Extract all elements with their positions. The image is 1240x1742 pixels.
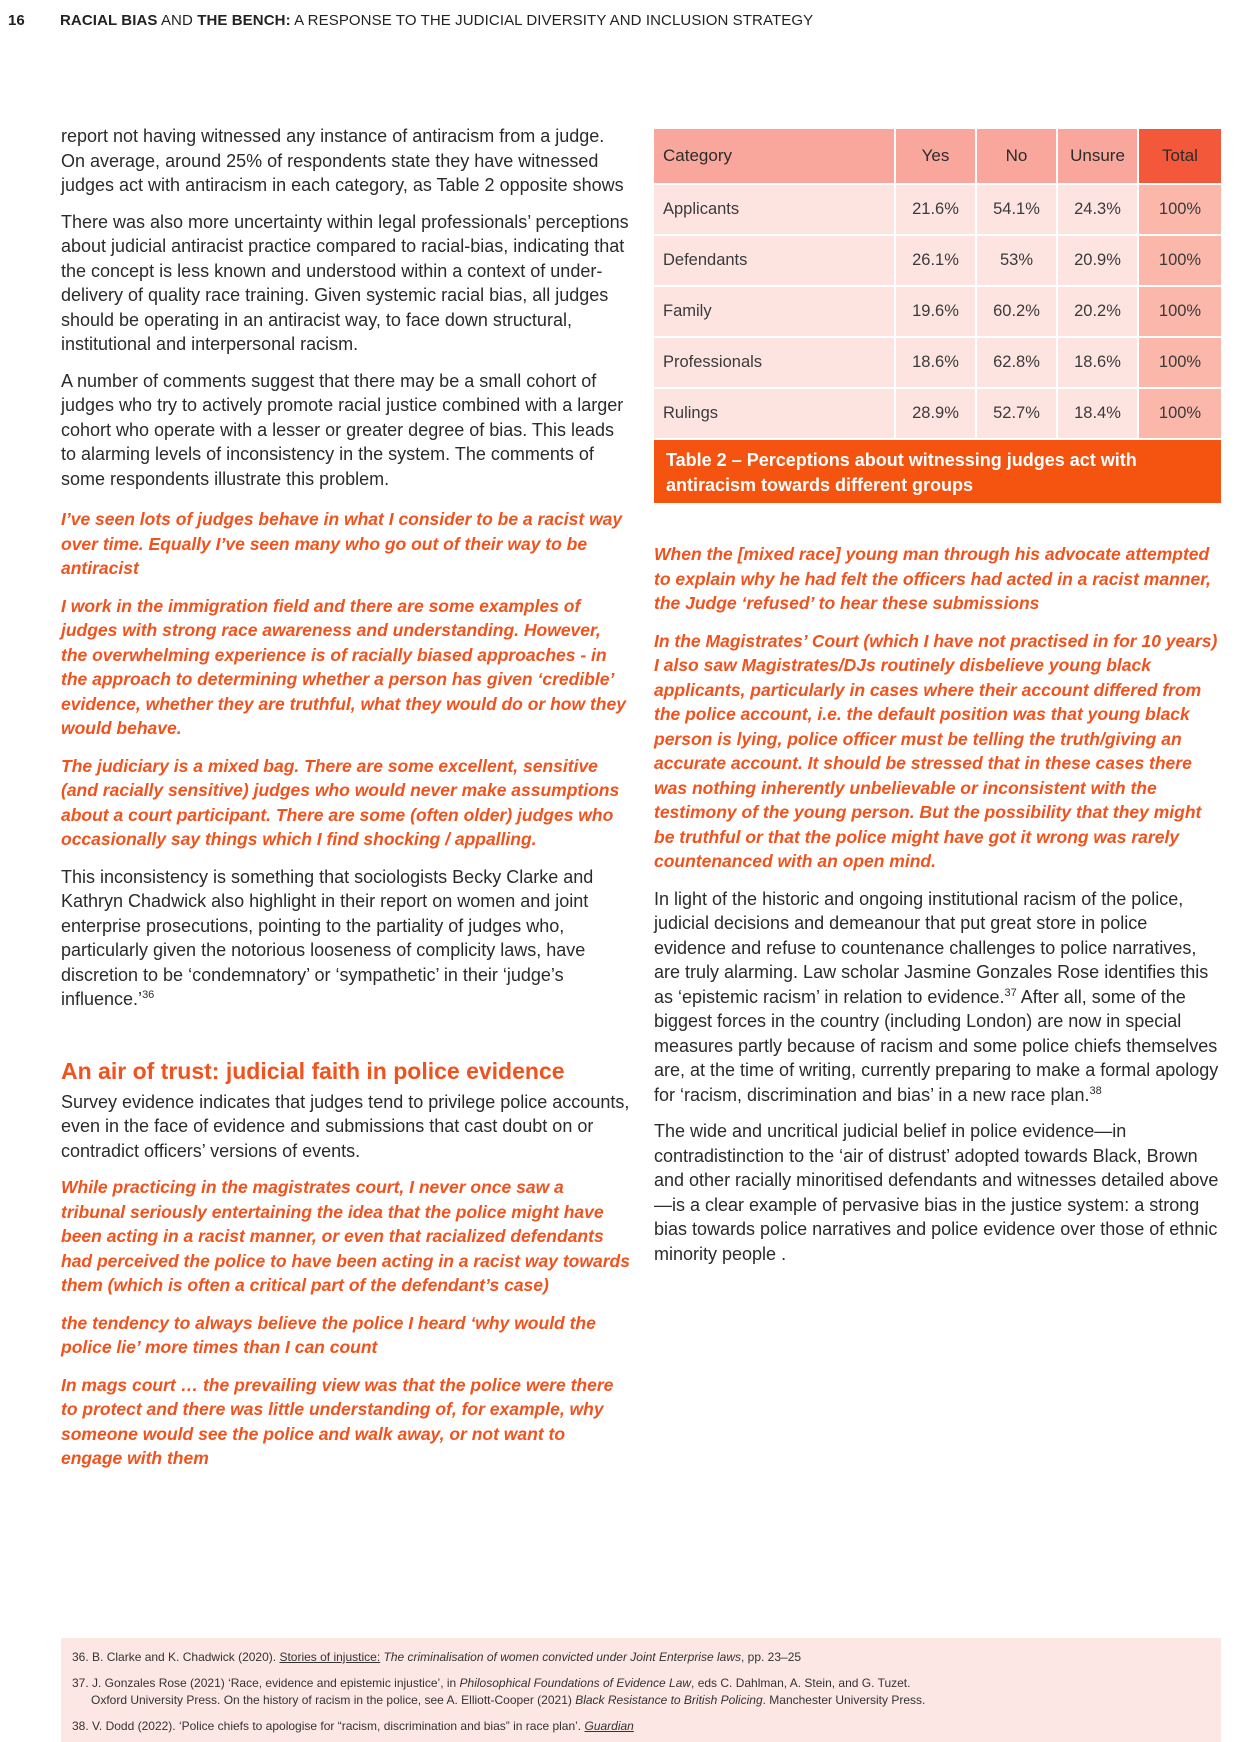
footnote-continuation bbox=[72, 1692, 1210, 1709]
cell-unsure: 20.9% bbox=[1058, 236, 1139, 287]
table-row bbox=[654, 338, 1221, 389]
table-caption: Table 2 – Perceptions about witnessing judges act with antiracism towards different groups bbox=[654, 440, 1221, 503]
header-unsure: Unsure bbox=[1058, 129, 1139, 185]
left-column bbox=[61, 124, 631, 1484]
cell-total: 100% bbox=[1139, 338, 1221, 389]
cell-total: 100% bbox=[1139, 287, 1221, 338]
footnote-text: Oxford University Press. On the history of racism in the police, see A. Elliott-Cooper (2021) bbox=[91, 1693, 576, 1707]
cell-yes: 21.6% bbox=[896, 185, 977, 236]
cell-category: Family bbox=[654, 287, 896, 338]
body-paragraph: There was also more uncertainty within legal professionals’ perceptions about judicial antiracist practice compared to racial-bias, indicating that the concept is less known and understood within a context of under-delivery of quality race training. Given systemic racial bias, all judges should be operating in an antiracist way, to face down structural, institutional and interpersonal racism. bbox=[61, 211, 629, 354]
body-text: After all, some of the biggest forces in the country (including London) are now in special measures partly because of racism and some police chiefs themselves are, at the time of writing, currently preparing to make a formal apology for ‘racism, discrimination and bias’ in a new race plan. bbox=[654, 986, 1219, 1105]
footnote-text: , pp. 23–25 bbox=[741, 1650, 802, 1664]
body-paragraph: The wide and uncritical judicial belief in police evidence—in contradistinction to the ‘air of distrust’ adopted towards Black, Brown and other racially minoritised defendants and witnesses detailed above—is a clear example of pervasive bias in the justice system: a strong bias towards police narratives and police evidence over those of ethnic minority people . bbox=[654, 1121, 1219, 1264]
section-heading: An air of trust: judicial faith in police evidence bbox=[61, 1057, 565, 1084]
table-row bbox=[654, 236, 1221, 287]
footnote-link-guardian[interactable]: Guardian bbox=[584, 1719, 634, 1733]
header-no: No bbox=[977, 129, 1058, 185]
running-head-plain-2: A RESPONSE TO THE JUDICIAL DIVERSITY AND INCLUSION STRATEGY bbox=[290, 12, 814, 29]
table-2 bbox=[654, 129, 1221, 503]
footnote-ref-37[interactable]: 37 bbox=[1004, 986, 1017, 999]
footnote-37 bbox=[72, 1675, 1210, 1709]
footnote-link-stories-of-injustice[interactable]: Stories of injustice: bbox=[279, 1650, 381, 1664]
respondent-quote: In the Magistrates’ Court (which I have not practised in for 10 years) I also saw Magistrates/DJs routinely disbelieve young black applicants, particularly in cases where their account differed from the police account, i.e. the default position was that young black person is lying, police officer must be telling the truth/giving an accurate account. It should be stressed that in these cases there was nothing inherently unbelievable or inconsistent with the testimony of the young person. But the possibility that they might be truthful or that the police might have got it wrong was rarely countenanced with an open mind. bbox=[654, 630, 1218, 871]
respondent-quote: The judiciary is a mixed bag. There are some excellent, sensitive (and racially sensitive) judges who would never make assumptions about a court participant. There are some (often older) judges who occasionally say things which I find shocking / appalling. bbox=[61, 755, 620, 849]
header-yes: Yes bbox=[896, 129, 977, 185]
footnote-text: 36. B. Clarke and K. Chadwick (2020). bbox=[72, 1650, 280, 1664]
header-total: Total bbox=[1139, 129, 1221, 185]
page-number: 16 bbox=[8, 12, 25, 29]
cell-yes: 26.1% bbox=[896, 236, 977, 287]
cell-unsure: 18.6% bbox=[1058, 338, 1139, 389]
body-paragraph bbox=[61, 865, 631, 1012]
header-category: Category bbox=[654, 129, 896, 185]
body-text: In light of the historic and ongoing institutional racism of the police, judicial decisions and demeanour that put great store in police evidence and refuse to countenance challenges to police narratives, are truly alarming. Law scholar Jasmine Gonzales Rose identifies this as ‘epistemic racism’ in relation to evidence. bbox=[654, 888, 1209, 1007]
table-row bbox=[654, 287, 1221, 338]
body-paragraph bbox=[654, 887, 1224, 1108]
footnote-title: The criminalisation of women convicted under Joint Enterprise laws bbox=[380, 1650, 741, 1664]
cell-total: 100% bbox=[1139, 389, 1221, 440]
cell-yes: 28.9% bbox=[896, 389, 977, 440]
footnote-ref-36[interactable]: 36 bbox=[142, 989, 155, 1001]
running-head-bold-2: THE BENCH: bbox=[197, 12, 291, 29]
cell-yes: 18.6% bbox=[896, 338, 977, 389]
cell-no: 60.2% bbox=[977, 287, 1058, 338]
body-paragraph: A number of comments suggest that there may be a small cohort of judges who try to actively promote racial justice combined with a larger cohort who operate with a lesser or greater degree of bias. This leads to alarming levels of inconsistency in the system. The comments of some respondents illustrate this problem. bbox=[61, 370, 624, 489]
body-paragraph: Survey evidence indicates that judges tend to privilege police accounts, even in the face of evidence and submissions that cast doubt on or contradict officers’ versions of events. bbox=[61, 1091, 630, 1161]
footnote-title: Black Resistance to British Policing bbox=[575, 1693, 763, 1707]
footnote-text: 38. V. Dodd (2022). ‘Police chiefs to apologise for “racism, discrimination and bias” in race plan’. bbox=[72, 1719, 585, 1733]
cell-no: 54.1% bbox=[977, 185, 1058, 236]
footnote-ref-38[interactable]: 38 bbox=[1089, 1084, 1102, 1097]
respondent-quote: While practicing in the magistrates court, I never once saw a tribunal seriously entertaining the idea that the police might have been acting in a racist manner, or even that racialized defendants had perceived the police to have been acting in a racist way towards them (which is often a critical part of the defendant’s case) bbox=[61, 1177, 630, 1295]
table-row bbox=[654, 389, 1221, 440]
cell-category: Professionals bbox=[654, 338, 896, 389]
cell-no: 53% bbox=[977, 236, 1058, 287]
footnote-title: Philosophical Foundations of Evidence Law bbox=[459, 1676, 692, 1690]
body-text: This inconsistency is something that sociologists Becky Clarke and Kathryn Chadwick also highlight in their report on women and joint enterprise prosecutions, pointing to the partiality of judges who, particularly given the notorious looseness of complicity laws, have discretion to be ‘condemnatory’ or ‘sympathetic’ in their ‘judge’s influence.’ bbox=[61, 866, 594, 1009]
footnote-text: , eds C. Dahlman, A. Stein, and G. Tuzet. bbox=[691, 1676, 911, 1690]
respondent-quote: In mags court … the prevailing view was that the police were there to protect and there was little understanding of, for example, why someone would see the police and walk away, or not want to engage with them bbox=[61, 1374, 614, 1468]
cell-yes: 19.6% bbox=[896, 287, 977, 338]
perceptions-table bbox=[654, 129, 1221, 440]
cell-unsure: 20.2% bbox=[1058, 287, 1139, 338]
respondent-quote: I’ve seen lots of judges behave in what I consider to be a racist way over time. Equally I’ve seen many who go out of their way to be antiracist bbox=[61, 509, 623, 578]
respondent-quote: the tendency to always believe the police I heard ‘why would the police lie’ more times than I can count bbox=[61, 1312, 596, 1357]
running-head-plain-1: AND bbox=[157, 12, 198, 29]
page-header bbox=[0, 10, 1240, 34]
body-paragraph: report not having witnessed any instance of antiracism from a judge. On average, around 25% of respondents state they have witnessed judges act with antiracism in each category, as Table 2 opposite shows bbox=[61, 126, 624, 195]
cell-unsure: 24.3% bbox=[1058, 185, 1139, 236]
cell-category: Rulings bbox=[654, 389, 896, 440]
cell-total: 100% bbox=[1139, 185, 1221, 236]
respondent-quote: When the [mixed race] young man through his advocate attempted to explain why he had felt the officers had acted in a racist manner, the Judge ‘refused’ to hear these submissions bbox=[654, 544, 1211, 613]
cell-no: 52.7% bbox=[977, 389, 1058, 440]
footnote-36 bbox=[72, 1649, 1210, 1666]
cell-unsure: 18.4% bbox=[1058, 389, 1139, 440]
table-header-row bbox=[654, 129, 1221, 185]
footnote-38 bbox=[72, 1718, 1210, 1735]
running-head bbox=[60, 12, 813, 29]
right-column bbox=[654, 542, 1224, 1278]
cell-total: 100% bbox=[1139, 236, 1221, 287]
footnote-text: 37. J. Gonzales Rose (2021) ‘Race, evidence and epistemic injustice’, in bbox=[72, 1676, 460, 1690]
cell-no: 62.8% bbox=[977, 338, 1058, 389]
footnotes-box bbox=[61, 1638, 1221, 1742]
running-head-bold-1: RACIAL BIAS bbox=[60, 12, 158, 29]
table-row bbox=[654, 185, 1221, 236]
cell-category: Defendants bbox=[654, 236, 896, 287]
footnote-text: . Manchester University Press. bbox=[762, 1693, 926, 1707]
respondent-quote: I work in the immigration field and there are some examples of judges with strong race awareness and understanding. However, the overwhelming experience is of racially biased approaches - in the approach to determining whether a person has given ‘credible’ evidence, whether they are truthful, what they would do or how they would behave. bbox=[61, 595, 626, 738]
cell-category: Applicants bbox=[654, 185, 896, 236]
